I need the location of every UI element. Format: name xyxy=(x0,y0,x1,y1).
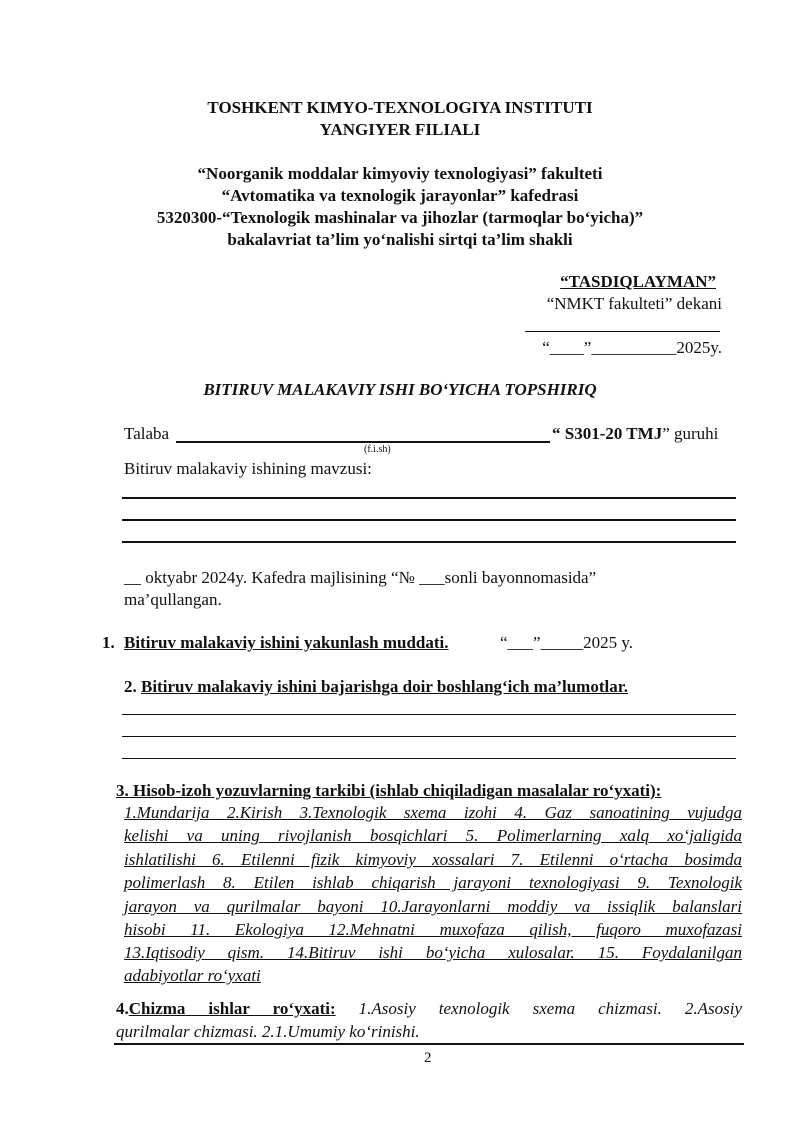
page-number: 2 xyxy=(424,1050,432,1066)
topic-line-1 xyxy=(122,497,736,499)
item2-heading xyxy=(124,677,628,697)
approval-date-line: “____”__________2025y. xyxy=(542,338,722,357)
item3-line-2: kelishi va uning rivojlanish bosqichlari 5. Polimerlarning xalq xo‘jaligida xyxy=(124,826,742,845)
meeting-line-1: __ oktyabr 2024y. Kafedra majlisining “№ ___sonli bayonnomasida” xyxy=(124,568,597,587)
item4-title: Chizma ishlar ro‘yxati: xyxy=(128,999,336,1018)
program-name: 5320300-“Texnologik mashinalar va jihozlar (tarmoqlar bo‘yicha)” xyxy=(156,208,644,227)
student-label: Talaba xyxy=(124,424,170,443)
item3-title: 3. Hisob-izoh yozuvlarning tarkibi (ishlab chiqiladigan masalalar ro‘yxati): xyxy=(116,781,662,800)
faculty-name: “Noorganik moddalar kimyoviy texnologiyasi” fakulteti xyxy=(197,164,603,183)
item3-line-5: jarayon va qurilmalar bayoni 10.Jarayonlarni moddiy va issiqlik balanslari xyxy=(124,897,742,916)
approval-title: “TASDIQLAYMAN” xyxy=(560,272,716,291)
fish-caption: (f.i.sh) xyxy=(364,444,391,455)
topic-line-2 xyxy=(122,519,736,521)
approval-role: “NMKT fakulteti” dekani xyxy=(546,294,722,313)
item3-line-3: ishlatilishi 6. Etilenni fizik kimyoviy xossalari 7. Etilenni o‘rtacha bosimda xyxy=(124,850,742,869)
item4-bottom-line xyxy=(114,1043,744,1045)
group-value: “ S301-20 TMJ xyxy=(552,424,663,443)
item1-date: “___”_____2025 y. xyxy=(500,633,633,652)
item3-line-4: polimerlash 8. Etilen ishlab chiqarish jarayoni texnologiyasi 9. Texnologik xyxy=(124,873,742,892)
item3-line-1: 1.Mundarija 2.Kirish 3.Texnologik sxema izohi 4. Gaz sanoatining vujudga xyxy=(124,803,742,822)
document-title: BITIRUV MALAKAVIY ISHI BO‘YICHA TOPSHIRIQ xyxy=(203,380,597,399)
topic-line-3 xyxy=(122,541,736,543)
department-name: “Avtomatika va texnologik jarayonlar” kafedrasi xyxy=(221,186,579,205)
approval-signature-line xyxy=(525,331,720,332)
student-name-line xyxy=(176,441,550,443)
item2-line-2 xyxy=(122,736,736,737)
branch-name: YANGIYER FILIALI xyxy=(319,120,481,139)
meeting-line-2: ma’qullangan. xyxy=(124,590,222,609)
item2-line-3 xyxy=(122,758,736,759)
item4-line-2: qurilmalar chizmasi. 2.1.Umumiy ko‘rinishi. xyxy=(116,1022,420,1041)
item2-title: Bitiruv malakaviy ishini bajarishga doir boshlang‘ich ma’lumotlar. xyxy=(141,677,628,696)
item1-title: Bitiruv malakaviy ishini yakunlash muddati. xyxy=(124,633,449,652)
item3-line-7: 13.Iqtisodiy qism. 14.Bitiruv ishi bo‘yicha xulosalar. 15. Foydalanilgan xyxy=(124,943,742,962)
study-form: bakalavriat ta’lim yo‘nalishi sirtqi ta’lim shakli xyxy=(227,230,573,249)
item1-number: 1. xyxy=(102,633,115,652)
item2-number: 2. xyxy=(124,677,137,696)
group-suffix: ” guruhi xyxy=(662,424,719,443)
item2-line-1 xyxy=(122,714,736,715)
item3-line-6: hisobi 11. Ekologiya 12.Mehnatni muxofaza qilish, fuqoro muxofazasi xyxy=(124,920,742,939)
item4-line-1 xyxy=(116,999,742,1019)
item3-line-8: adabiyotlar ro‘yxati xyxy=(124,966,261,985)
institute-name: TOSHKENT KIMYO-TEXNOLOGIYA INSTITUTI xyxy=(207,98,593,117)
item4-number: 4. xyxy=(116,999,129,1018)
topic-label: Bitiruv malakaviy ishining mavzusi: xyxy=(124,459,372,478)
group-label xyxy=(552,424,718,444)
item4-text-1: 1.Asosiy texnologik sxema chizmasi. 2.Asosiy xyxy=(335,999,742,1018)
